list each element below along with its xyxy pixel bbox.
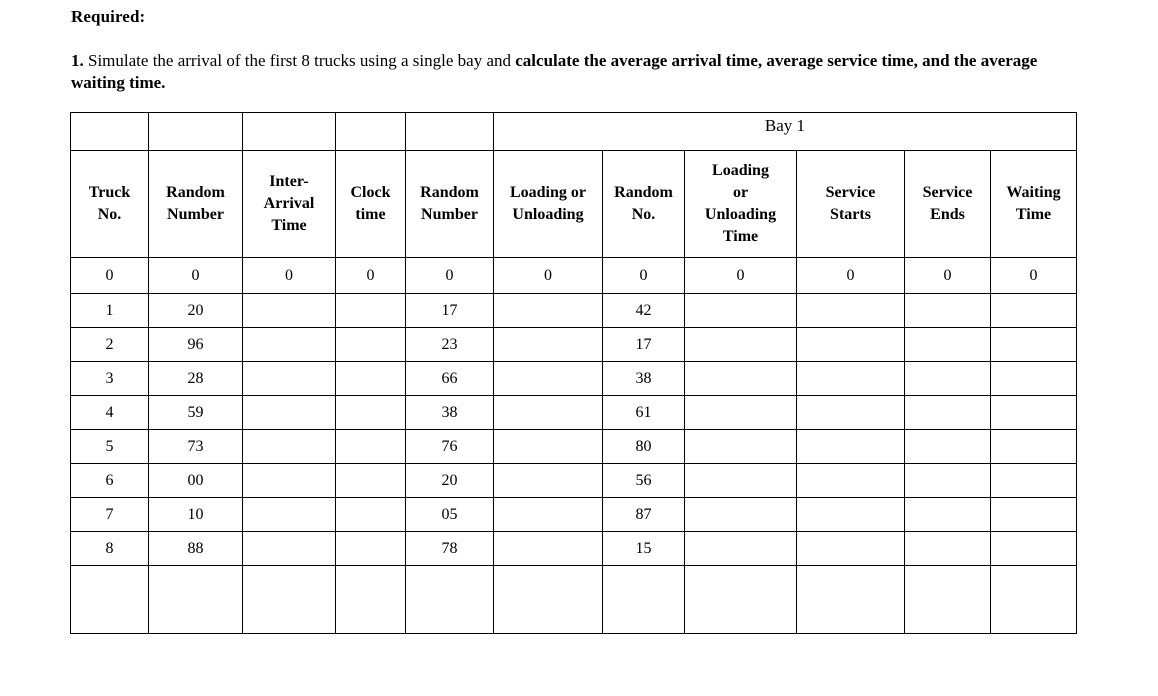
column-header-line: Time xyxy=(271,217,307,234)
table-cell-empty xyxy=(685,294,797,328)
table-cell-empty xyxy=(336,294,406,328)
table-cell-empty xyxy=(494,464,603,498)
bay-label: Bay 1 xyxy=(494,113,1077,151)
table-cell: 56 xyxy=(603,464,685,498)
table-cell-empty xyxy=(905,464,991,498)
table-cell-empty xyxy=(603,566,685,634)
table-cell-empty xyxy=(336,362,406,396)
table-cell-empty xyxy=(494,362,603,396)
table-cell-empty xyxy=(991,396,1077,430)
table-cell-empty xyxy=(797,294,905,328)
column-header xyxy=(494,151,603,258)
table-cell-empty xyxy=(406,113,494,151)
table-cell: 96 xyxy=(149,328,243,362)
column-header xyxy=(797,151,905,258)
table-cell-empty xyxy=(905,396,991,430)
bay-header-row xyxy=(71,113,1077,151)
column-header-line: Unloading xyxy=(512,206,584,223)
table-cell-empty xyxy=(243,566,336,634)
table-cell-empty xyxy=(494,430,603,464)
table-cell: 5 xyxy=(71,430,149,464)
table-cell-empty xyxy=(905,532,991,566)
column-header-line: No. xyxy=(97,206,122,223)
column-header-line: Time xyxy=(1015,206,1052,223)
table-cell: 23 xyxy=(406,328,494,362)
table-row xyxy=(71,464,1077,498)
table-cell-empty xyxy=(243,113,336,151)
column-header-line: Random xyxy=(166,184,225,201)
table-row xyxy=(71,328,1077,362)
table-cell-empty xyxy=(336,430,406,464)
table-cell: 0 xyxy=(494,258,603,294)
table-cell-empty xyxy=(243,294,336,328)
column-header-line: time xyxy=(355,206,386,223)
column-header-line: Truck xyxy=(88,184,131,201)
table-cell-empty xyxy=(494,566,603,634)
table-cell-empty xyxy=(685,566,797,634)
table-cell: 66 xyxy=(406,362,494,396)
column-header-line: Waiting xyxy=(1006,184,1061,201)
column-header xyxy=(406,151,494,258)
table-cell-empty xyxy=(243,328,336,362)
column-header-line: Arrival xyxy=(263,195,315,212)
table-cell-empty xyxy=(494,498,603,532)
table-cell-empty xyxy=(991,566,1077,634)
initial-zero-row xyxy=(71,258,1077,294)
table-cell-empty xyxy=(243,362,336,396)
column-header-line: Clock xyxy=(350,184,391,201)
table-cell: 17 xyxy=(406,294,494,328)
table-cell-empty xyxy=(685,464,797,498)
column-header xyxy=(243,151,336,258)
column-header-line: Starts xyxy=(830,206,871,223)
table-cell-empty xyxy=(494,328,603,362)
table-cell-empty xyxy=(336,498,406,532)
table-cell: 3 xyxy=(71,362,149,396)
table-cell-empty xyxy=(685,328,797,362)
table-cell: 76 xyxy=(406,430,494,464)
table-cell-empty xyxy=(797,328,905,362)
column-header-line: Unloading xyxy=(704,206,777,223)
question-number: 1. xyxy=(71,51,84,70)
table-cell-empty xyxy=(494,396,603,430)
column-header-line: Service xyxy=(922,184,973,201)
table-cell-empty xyxy=(71,113,149,151)
column-header xyxy=(336,151,406,258)
table-cell-empty xyxy=(905,430,991,464)
table-row xyxy=(71,294,1077,328)
column-header-line: Random xyxy=(420,184,479,201)
table-cell: 88 xyxy=(149,532,243,566)
column-header-line: No. xyxy=(631,206,656,223)
column-header-line: Loading or xyxy=(509,184,586,201)
column-header xyxy=(71,151,149,258)
required-heading: Required: xyxy=(71,7,146,26)
table-cell-empty xyxy=(149,113,243,151)
table-cell-empty xyxy=(991,532,1077,566)
table-cell: 73 xyxy=(149,430,243,464)
table-cell: 8 xyxy=(71,532,149,566)
table-cell: 59 xyxy=(149,396,243,430)
table-cell-empty xyxy=(797,532,905,566)
table-cell: 38 xyxy=(406,396,494,430)
table-cell: 87 xyxy=(603,498,685,532)
column-header xyxy=(149,151,243,258)
simulation-table xyxy=(70,112,1077,634)
table-cell: 05 xyxy=(406,498,494,532)
table-row xyxy=(71,498,1077,532)
table-cell: 0 xyxy=(406,258,494,294)
table-cell: 7 xyxy=(71,498,149,532)
table-row xyxy=(71,396,1077,430)
table-cell: 38 xyxy=(603,362,685,396)
table-cell: 0 xyxy=(71,258,149,294)
column-header-line: or xyxy=(732,184,749,201)
table-cell-empty xyxy=(685,498,797,532)
table-cell-empty xyxy=(685,396,797,430)
table-cell-empty xyxy=(797,396,905,430)
table-cell-empty xyxy=(991,294,1077,328)
column-header-line: Inter- xyxy=(269,173,309,190)
table-cell-empty xyxy=(797,464,905,498)
column-header xyxy=(685,151,797,258)
table-cell-empty xyxy=(71,566,149,634)
table-cell-empty xyxy=(685,532,797,566)
column-header xyxy=(603,151,685,258)
question-text: Simulate the arrival of the first 8 trucks using a single bay and xyxy=(88,51,512,70)
table-cell: 61 xyxy=(603,396,685,430)
table-cell-empty xyxy=(336,464,406,498)
column-header xyxy=(905,151,991,258)
table-cell: 80 xyxy=(603,430,685,464)
column-header-line: Number xyxy=(167,206,224,223)
table-cell-empty xyxy=(991,328,1077,362)
table-cell: 6 xyxy=(71,464,149,498)
table-cell-empty xyxy=(243,532,336,566)
table-cell-empty xyxy=(685,362,797,396)
table-cell: 20 xyxy=(406,464,494,498)
table-cell-empty xyxy=(336,396,406,430)
table-cell-empty xyxy=(991,498,1077,532)
table-cell-empty xyxy=(905,362,991,396)
blank-row xyxy=(71,566,1077,634)
table-cell: 10 xyxy=(149,498,243,532)
table-cell: 0 xyxy=(685,258,797,294)
table-cell-empty xyxy=(336,113,406,151)
table-cell: 1 xyxy=(71,294,149,328)
table-cell: 0 xyxy=(905,258,991,294)
table-cell: 0 xyxy=(603,258,685,294)
table-cell: 42 xyxy=(603,294,685,328)
table-cell-empty xyxy=(797,430,905,464)
table-cell-empty xyxy=(494,532,603,566)
table-cell-empty xyxy=(149,566,243,634)
column-header-line: Time xyxy=(722,228,759,245)
table-cell: 0 xyxy=(336,258,406,294)
table-cell-empty xyxy=(243,430,336,464)
column-header xyxy=(991,151,1077,258)
column-header-line: Random xyxy=(614,184,673,201)
table-cell: 28 xyxy=(149,362,243,396)
table-cell: 78 xyxy=(406,532,494,566)
table-cell-empty xyxy=(991,362,1077,396)
table-row xyxy=(71,430,1077,464)
column-header-line: Loading xyxy=(712,162,769,179)
table-cell-empty xyxy=(797,566,905,634)
table-cell: 0 xyxy=(149,258,243,294)
table-cell-empty xyxy=(406,566,494,634)
table-cell: 2 xyxy=(71,328,149,362)
table-cell-empty xyxy=(905,294,991,328)
table-cell: 4 xyxy=(71,396,149,430)
column-header-line: Ends xyxy=(930,206,965,223)
column-header-line: Service xyxy=(825,184,876,201)
table-cell-empty xyxy=(905,566,991,634)
table-cell-empty xyxy=(797,498,905,532)
table-row xyxy=(71,362,1077,396)
table-cell: 0 xyxy=(991,258,1077,294)
table-cell-empty xyxy=(797,362,905,396)
table-cell-empty xyxy=(905,328,991,362)
question-1 xyxy=(71,50,1061,94)
column-header-line: Number xyxy=(421,206,478,223)
table-cell: 15 xyxy=(603,532,685,566)
table-cell-empty xyxy=(991,430,1077,464)
table-cell: 00 xyxy=(149,464,243,498)
table-cell-empty xyxy=(494,294,603,328)
table-cell: 0 xyxy=(797,258,905,294)
table-cell-empty xyxy=(336,532,406,566)
table-cell-empty xyxy=(243,498,336,532)
table-row xyxy=(71,532,1077,566)
column-header-row xyxy=(71,151,1077,258)
table-cell-empty xyxy=(243,464,336,498)
table-cell-empty xyxy=(243,396,336,430)
table-cell-empty xyxy=(336,328,406,362)
table-cell-empty xyxy=(336,566,406,634)
table-cell-empty xyxy=(685,430,797,464)
question-bold-text: calculate the average arrival time, average service time, and the average waiting time. xyxy=(71,51,1038,92)
table-cell: 17 xyxy=(603,328,685,362)
table-cell: 0 xyxy=(243,258,336,294)
table-cell-empty xyxy=(905,498,991,532)
table-cell: 20 xyxy=(149,294,243,328)
table-cell-empty xyxy=(991,464,1077,498)
